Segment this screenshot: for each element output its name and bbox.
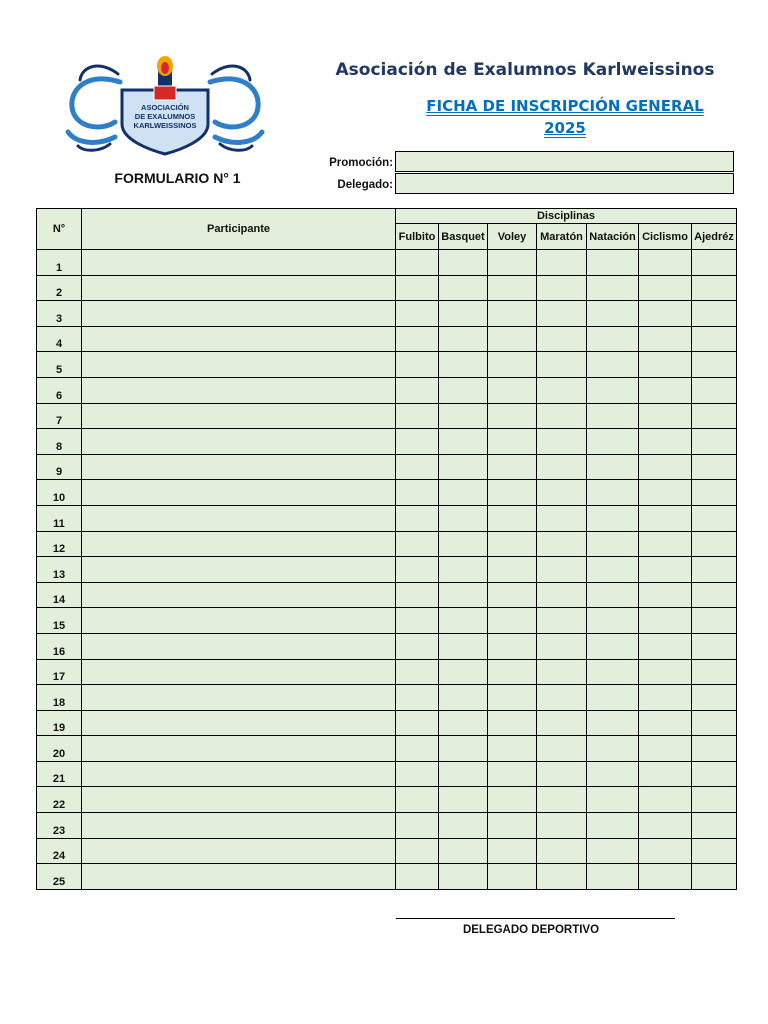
table-row	[37, 403, 737, 429]
discipline-cell[interactable]	[587, 736, 639, 762]
discipline-header: Fulbito	[396, 224, 439, 250]
discipline-cell[interactable]	[439, 352, 488, 378]
table-row	[37, 659, 737, 685]
participant-cell[interactable]	[82, 301, 396, 327]
discipline-cell[interactable]	[639, 608, 692, 634]
discipline-cell[interactable]	[692, 659, 737, 685]
discipline-cell[interactable]	[488, 582, 537, 608]
table-row	[37, 736, 737, 762]
discipline-cell[interactable]	[439, 710, 488, 736]
discipline-cell[interactable]	[587, 454, 639, 480]
table-row	[37, 531, 737, 557]
discipline-cell[interactable]	[639, 454, 692, 480]
discipline-cell[interactable]	[488, 838, 537, 864]
discipline-cell[interactable]	[692, 608, 737, 634]
table-row	[37, 608, 737, 634]
participant-cell[interactable]	[82, 505, 396, 531]
table-row	[37, 429, 737, 455]
participant-cell[interactable]	[82, 480, 396, 506]
discipline-cell[interactable]	[439, 761, 488, 787]
discipline-cell[interactable]	[396, 480, 439, 506]
discipline-cell[interactable]	[396, 557, 439, 583]
table-row	[37, 250, 737, 276]
registration-table	[36, 208, 737, 890]
discipline-cell[interactable]	[692, 275, 737, 301]
row-number: 12	[37, 531, 82, 557]
participant-cell[interactable]	[82, 250, 396, 276]
discipline-cell[interactable]	[692, 761, 737, 787]
table-row	[37, 710, 737, 736]
participant-cell[interactable]	[82, 377, 396, 403]
table-row	[37, 352, 737, 378]
discipline-cell[interactable]	[639, 761, 692, 787]
row-number: 20	[37, 736, 82, 762]
participant-cell[interactable]	[82, 326, 396, 352]
discipline-cell[interactable]	[439, 250, 488, 276]
discipline-header: Ciclismo	[639, 224, 692, 250]
discipline-cell[interactable]	[587, 685, 639, 711]
discipline-cell[interactable]	[639, 633, 692, 659]
discipline-cell[interactable]	[488, 736, 537, 762]
table-row	[37, 454, 737, 480]
discipline-cell[interactable]	[396, 710, 439, 736]
discipline-cell[interactable]	[639, 813, 692, 839]
discipline-cell[interactable]	[439, 505, 488, 531]
discipline-cell[interactable]	[639, 505, 692, 531]
row-number: 11	[37, 505, 82, 531]
discipline-cell[interactable]	[537, 326, 587, 352]
form-heading-line-1: FICHA DE INSCRIPCIÓN GENERAL	[426, 97, 704, 115]
delegado-field[interactable]	[395, 173, 734, 194]
discipline-cell[interactable]	[396, 736, 439, 762]
discipline-cell[interactable]	[692, 301, 737, 327]
discipline-cell[interactable]	[439, 813, 488, 839]
row-number: 1	[37, 250, 82, 276]
discipline-cell[interactable]	[488, 710, 537, 736]
table-row	[37, 813, 737, 839]
discipline-cell[interactable]	[488, 864, 537, 890]
discipline-cell[interactable]	[587, 531, 639, 557]
discipline-cell[interactable]	[537, 864, 587, 890]
participant-cell[interactable]	[82, 608, 396, 634]
table-row	[37, 582, 737, 608]
discipline-cell[interactable]	[692, 250, 737, 276]
discipline-cell[interactable]	[537, 710, 587, 736]
discipline-cell[interactable]	[639, 864, 692, 890]
discipline-cell[interactable]	[692, 454, 737, 480]
discipline-cell[interactable]	[488, 505, 537, 531]
discipline-cell[interactable]	[439, 736, 488, 762]
table-row	[37, 787, 737, 813]
discipline-cell[interactable]	[537, 377, 587, 403]
participant-cell[interactable]	[82, 275, 396, 301]
participant-cell[interactable]	[82, 659, 396, 685]
participant-cell[interactable]	[82, 710, 396, 736]
discipline-cell[interactable]	[587, 813, 639, 839]
discipline-cell[interactable]	[488, 813, 537, 839]
discipline-cell[interactable]	[537, 531, 587, 557]
promocion-field[interactable]	[395, 151, 734, 172]
table-row	[37, 301, 737, 327]
row-number: 16	[37, 633, 82, 659]
participant-cell[interactable]	[82, 352, 396, 378]
discipline-cell[interactable]	[587, 403, 639, 429]
participant-cell[interactable]	[82, 582, 396, 608]
discipline-cell[interactable]	[488, 633, 537, 659]
discipline-cell[interactable]	[692, 736, 737, 762]
participant-cell[interactable]	[82, 633, 396, 659]
discipline-cell[interactable]	[639, 736, 692, 762]
discipline-cell[interactable]	[639, 582, 692, 608]
discipline-cell[interactable]	[439, 659, 488, 685]
discipline-cell[interactable]	[692, 429, 737, 455]
discipline-cell[interactable]	[396, 864, 439, 890]
discipline-cell[interactable]	[587, 633, 639, 659]
discipline-cell[interactable]	[439, 685, 488, 711]
discipline-cell[interactable]	[396, 326, 439, 352]
discipline-cell[interactable]	[692, 505, 737, 531]
discipline-cell[interactable]	[639, 710, 692, 736]
discipline-header: Maratón	[537, 224, 587, 250]
discipline-cell[interactable]	[537, 301, 587, 327]
discipline-cell[interactable]	[439, 454, 488, 480]
discipline-cell[interactable]	[692, 685, 737, 711]
participant-cell[interactable]	[82, 557, 396, 583]
discipline-cell[interactable]	[396, 838, 439, 864]
discipline-cell[interactable]	[692, 813, 737, 839]
row-number: 10	[37, 480, 82, 506]
association-logo	[60, 52, 270, 156]
participant-cell[interactable]	[82, 429, 396, 455]
discipline-cell[interactable]	[692, 352, 737, 378]
discipline-cell[interactable]	[537, 633, 587, 659]
discipline-cell[interactable]	[639, 659, 692, 685]
participant-cell[interactable]	[82, 685, 396, 711]
discipline-cell[interactable]	[587, 429, 639, 455]
delegado-label: Delegado:	[337, 179, 393, 191]
discipline-cell[interactable]	[537, 838, 587, 864]
discipline-cell[interactable]	[396, 787, 439, 813]
discipline-cell[interactable]	[639, 377, 692, 403]
discipline-cell[interactable]	[537, 454, 587, 480]
discipline-cell[interactable]	[587, 582, 639, 608]
discipline-cell[interactable]	[537, 736, 587, 762]
discipline-cell[interactable]	[692, 480, 737, 506]
discipline-cell[interactable]	[396, 582, 439, 608]
disciplines-header: Disciplinas	[396, 209, 737, 224]
row-number: 21	[37, 761, 82, 787]
discipline-cell[interactable]	[488, 787, 537, 813]
discipline-cell[interactable]	[639, 275, 692, 301]
discipline-cell[interactable]	[639, 685, 692, 711]
discipline-cell[interactable]	[537, 761, 587, 787]
form-heading	[400, 95, 730, 139]
row-number: 7	[37, 403, 82, 429]
discipline-cell[interactable]	[587, 250, 639, 276]
table-row	[37, 326, 737, 352]
row-number: 17	[37, 659, 82, 685]
discipline-cell[interactable]	[692, 633, 737, 659]
discipline-cell[interactable]	[639, 787, 692, 813]
discipline-cell[interactable]	[439, 301, 488, 327]
discipline-cell[interactable]	[692, 557, 737, 583]
discipline-cell[interactable]	[488, 761, 537, 787]
discipline-cell[interactable]	[639, 352, 692, 378]
discipline-cell[interactable]	[692, 582, 737, 608]
participant-cell[interactable]	[82, 403, 396, 429]
discipline-cell[interactable]	[488, 454, 537, 480]
table-row	[37, 633, 737, 659]
discipline-cell[interactable]	[537, 250, 587, 276]
row-number: 22	[37, 787, 82, 813]
discipline-cell[interactable]	[537, 403, 587, 429]
discipline-cell[interactable]	[439, 480, 488, 506]
discipline-cell[interactable]	[692, 326, 737, 352]
number-header: N°	[37, 209, 82, 250]
table-row	[37, 275, 737, 301]
discipline-cell[interactable]	[396, 301, 439, 327]
discipline-cell[interactable]	[639, 301, 692, 327]
discipline-cell[interactable]	[439, 864, 488, 890]
row-number: 18	[37, 685, 82, 711]
discipline-cell[interactable]	[396, 429, 439, 455]
discipline-cell[interactable]	[587, 480, 639, 506]
discipline-cell[interactable]	[639, 838, 692, 864]
discipline-cell[interactable]	[692, 531, 737, 557]
discipline-cell[interactable]	[396, 250, 439, 276]
row-number: 14	[37, 582, 82, 608]
discipline-cell[interactable]	[488, 685, 537, 711]
discipline-cell[interactable]	[587, 659, 639, 685]
discipline-cell[interactable]	[396, 275, 439, 301]
discipline-cell[interactable]	[488, 531, 537, 557]
discipline-cell[interactable]	[488, 608, 537, 634]
discipline-cell[interactable]	[439, 377, 488, 403]
discipline-cell[interactable]	[439, 633, 488, 659]
discipline-cell[interactable]	[439, 608, 488, 634]
discipline-cell[interactable]	[639, 531, 692, 557]
discipline-cell[interactable]	[439, 326, 488, 352]
discipline-cell[interactable]	[488, 275, 537, 301]
discipline-cell[interactable]	[639, 403, 692, 429]
discipline-cell[interactable]	[537, 505, 587, 531]
discipline-cell[interactable]	[639, 480, 692, 506]
discipline-cell[interactable]	[439, 275, 488, 301]
logo-line-1: ASOCIACIÓN	[141, 103, 189, 112]
discipline-cell[interactable]	[537, 582, 587, 608]
discipline-cell[interactable]	[587, 557, 639, 583]
discipline-cell[interactable]	[692, 710, 737, 736]
participant-cell[interactable]	[82, 736, 396, 762]
row-number: 13	[37, 557, 82, 583]
discipline-cell[interactable]	[396, 352, 439, 378]
row-number: 25	[37, 864, 82, 890]
table-row	[37, 685, 737, 711]
discipline-header: Natación	[587, 224, 639, 250]
discipline-cell[interactable]	[396, 761, 439, 787]
signature-line	[396, 918, 675, 919]
discipline-cell[interactable]	[396, 685, 439, 711]
discipline-cell[interactable]	[537, 608, 587, 634]
signature-label: DELEGADO DEPORTIVO	[462, 924, 600, 936]
table-row	[37, 838, 737, 864]
discipline-cell[interactable]	[488, 659, 537, 685]
participant-cell[interactable]	[82, 813, 396, 839]
discipline-cell[interactable]	[488, 403, 537, 429]
discipline-cell[interactable]	[396, 531, 439, 557]
discipline-cell[interactable]	[396, 608, 439, 634]
logo-line-2: DE EXALUMNOS	[134, 112, 196, 121]
discipline-cell[interactable]	[587, 377, 639, 403]
discipline-cell[interactable]	[396, 813, 439, 839]
table-row	[37, 505, 737, 531]
discipline-cell[interactable]	[439, 531, 488, 557]
discipline-cell[interactable]	[587, 761, 639, 787]
discipline-cell[interactable]	[488, 301, 537, 327]
organization-title: Asociación de Exalumnos Karlweissinos	[335, 60, 715, 80]
discipline-cell[interactable]	[537, 352, 587, 378]
discipline-cell[interactable]	[639, 250, 692, 276]
table-row	[37, 557, 737, 583]
row-number: 19	[37, 710, 82, 736]
form-number: FORMULARIO N° 1	[114, 170, 241, 186]
row-number: 6	[37, 377, 82, 403]
discipline-cell[interactable]	[396, 505, 439, 531]
discipline-cell[interactable]	[537, 787, 587, 813]
discipline-cell[interactable]	[692, 864, 737, 890]
discipline-cell[interactable]	[488, 326, 537, 352]
discipline-cell[interactable]	[639, 557, 692, 583]
discipline-cell[interactable]	[537, 685, 587, 711]
discipline-cell[interactable]	[587, 710, 639, 736]
discipline-cell[interactable]	[396, 633, 439, 659]
participant-cell[interactable]	[82, 531, 396, 557]
discipline-cell[interactable]	[488, 429, 537, 455]
discipline-cell[interactable]	[396, 377, 439, 403]
row-number: 15	[37, 608, 82, 634]
discipline-cell[interactable]	[396, 403, 439, 429]
discipline-cell[interactable]	[692, 377, 737, 403]
discipline-cell[interactable]	[439, 787, 488, 813]
discipline-cell[interactable]	[488, 557, 537, 583]
logo-line-3: KARLWEISSINOS	[133, 121, 197, 130]
discipline-cell[interactable]	[439, 403, 488, 429]
discipline-cell[interactable]	[537, 480, 587, 506]
discipline-cell[interactable]	[439, 838, 488, 864]
discipline-cell[interactable]	[488, 352, 537, 378]
table-row	[37, 480, 737, 506]
discipline-header: Basquet	[439, 224, 488, 250]
discipline-header: Ajedréz	[692, 224, 737, 250]
row-number: 4	[37, 326, 82, 352]
participant-header: Participante	[82, 209, 396, 250]
row-number: 8	[37, 429, 82, 455]
discipline-cell[interactable]	[488, 377, 537, 403]
promocion-label: Promoción:	[329, 157, 393, 169]
participant-cell[interactable]	[82, 864, 396, 890]
discipline-cell[interactable]	[587, 326, 639, 352]
discipline-cell[interactable]	[488, 480, 537, 506]
discipline-cell[interactable]	[587, 275, 639, 301]
discipline-cell[interactable]	[587, 301, 639, 327]
row-number: 23	[37, 813, 82, 839]
table-row	[37, 377, 737, 403]
discipline-header: Voley	[488, 224, 537, 250]
participant-cell[interactable]	[82, 761, 396, 787]
discipline-cell[interactable]	[587, 352, 639, 378]
discipline-cell[interactable]	[639, 326, 692, 352]
discipline-cell[interactable]	[639, 429, 692, 455]
discipline-cell[interactable]	[537, 659, 587, 685]
discipline-cell[interactable]	[537, 429, 587, 455]
discipline-cell[interactable]	[692, 838, 737, 864]
table-row	[37, 864, 737, 890]
discipline-cell[interactable]	[396, 659, 439, 685]
row-number: 9	[37, 454, 82, 480]
discipline-cell[interactable]	[488, 250, 537, 276]
discipline-cell[interactable]	[692, 787, 737, 813]
table-row	[37, 761, 737, 787]
discipline-cell[interactable]	[587, 787, 639, 813]
row-number: 24	[37, 838, 82, 864]
discipline-cell[interactable]	[439, 429, 488, 455]
row-number: 2	[37, 275, 82, 301]
participant-cell[interactable]	[82, 838, 396, 864]
discipline-cell[interactable]	[537, 557, 587, 583]
discipline-cell[interactable]	[537, 275, 587, 301]
discipline-cell[interactable]	[587, 838, 639, 864]
row-number: 3	[37, 301, 82, 327]
discipline-cell[interactable]	[587, 505, 639, 531]
row-number: 5	[37, 352, 82, 378]
participant-cell[interactable]	[82, 787, 396, 813]
participant-cell[interactable]	[82, 454, 396, 480]
discipline-cell[interactable]	[439, 557, 488, 583]
discipline-cell[interactable]	[396, 454, 439, 480]
form-heading-line-2: 2025	[544, 119, 586, 137]
discipline-cell[interactable]	[439, 582, 488, 608]
discipline-cell[interactable]	[692, 403, 737, 429]
discipline-cell[interactable]	[587, 608, 639, 634]
discipline-cell[interactable]	[587, 864, 639, 890]
discipline-cell[interactable]	[537, 813, 587, 839]
